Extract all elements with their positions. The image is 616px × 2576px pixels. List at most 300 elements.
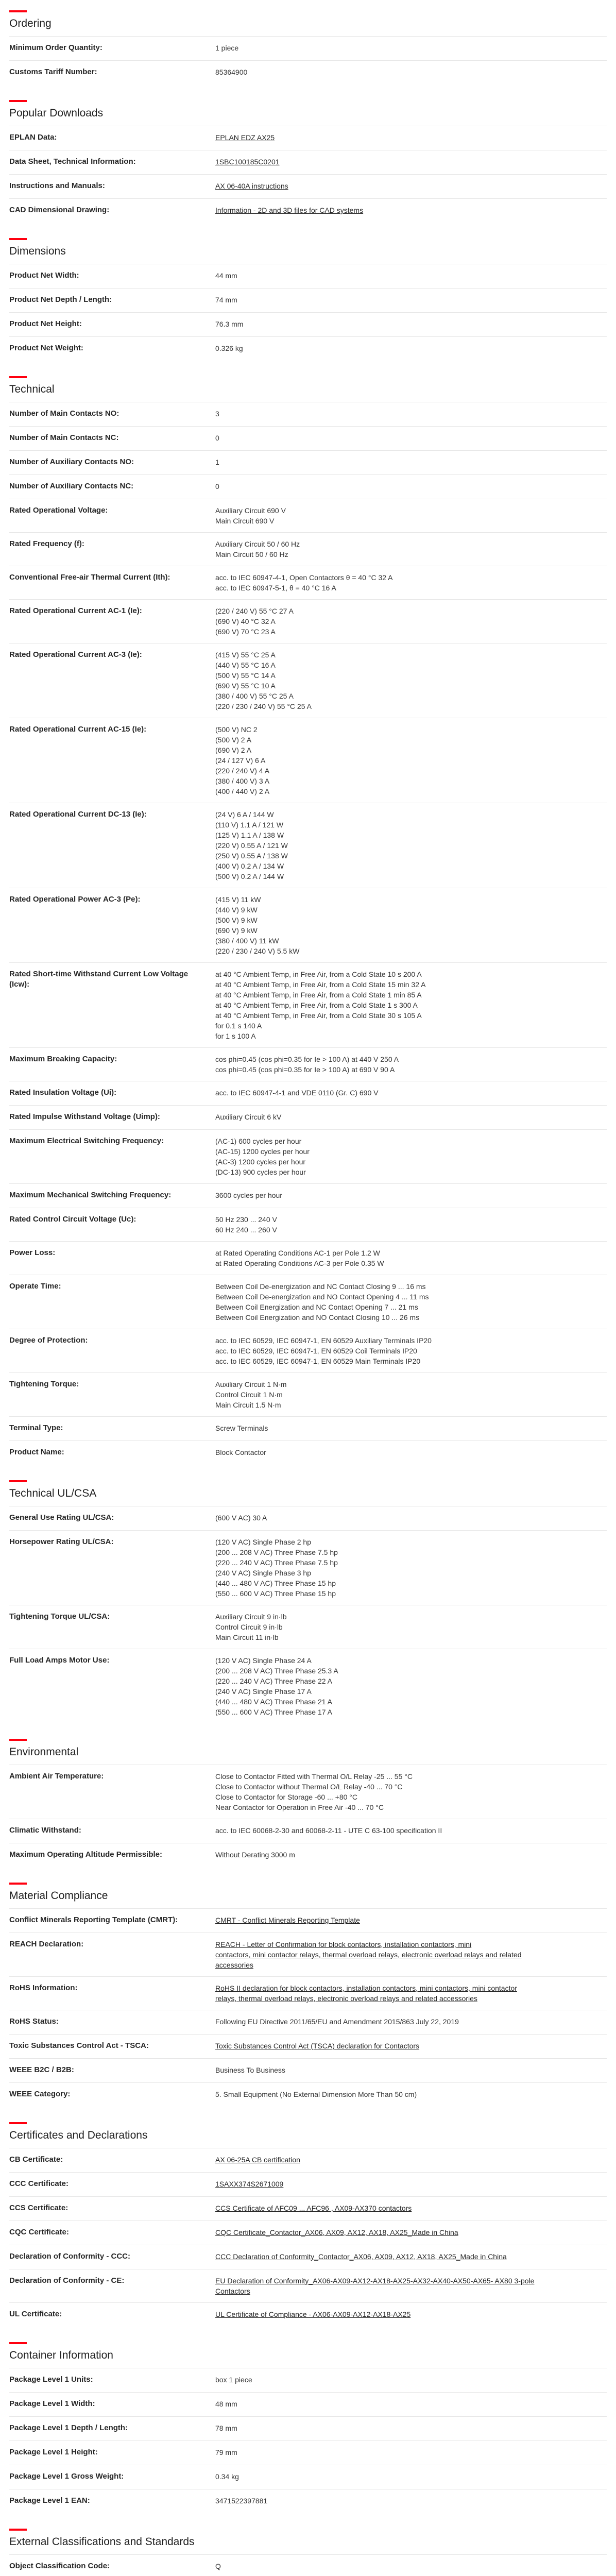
spec-value-line: acc. to IEC 60068-2-30 and 60068-2-11 - UTE C 63-100 specification II [215,1826,442,1835]
spec-value-line: at Rated Operating Conditions AC-1 per Pole 1.2 W [215,1249,380,1257]
spec-label: Conflict Minerals Reporting Template (CMRT): [9,1916,178,1924]
spec-label: Terminal Type: [9,1423,63,1432]
spec-value-line: 0.34 kg [215,2472,239,2481]
spec-value [215,1214,607,1235]
spec-value-line: at 40 °C Ambient Temp, in Free Air, from a Cold State 30 s 105 A [215,1011,422,1020]
spec-row [9,1976,607,2010]
spec-row [9,1081,607,1105]
spec-value-line: Close to Contactor Fitted with Thermal O/L Relay -25 ... 55 °C [215,1772,413,1781]
spec-label: Rated Operational Current AC-3 (Ie): [9,650,142,659]
spec-value-line: (440 ... 480 V AC) Three Phase 21 A [215,1698,332,1706]
spec-row [9,36,607,60]
spec-value-line: Main Circuit 1.5 N·m [215,1401,281,1409]
spec-label: Maximum Mechanical Switching Frequency: [9,1191,172,1199]
spec-value [215,1447,607,1459]
spec-row [9,1416,607,1440]
section-title: Ordering [9,18,52,29]
spec-value-link[interactable]: Contactors [215,2287,250,2295]
spec-label: Tightening Torque: [9,1380,79,1388]
spec-value-line: Main Circuit 50 / 60 Hz [215,550,288,558]
spec-value-line: Business To Business [215,2066,285,2074]
spec-value [215,2203,607,2214]
section-ordering [9,0,607,84]
spec-label: Minimum Order Quantity: [9,43,102,52]
spec-label: Declaration of Conformity - CCC: [9,2252,131,2261]
spec-value-line: 85364900 [215,68,248,76]
spec-row [9,888,607,962]
spec-value-line: (500 V) 0.2 A / 144 W [215,872,284,880]
spec-value [215,1136,607,1177]
spec-value-line: Between Coil Energization and NC Contact Opening 7 ... 21 ms [215,1303,418,1311]
spec-value-line: Between Coil De-energization and NO Contact Opening 4 ... 11 ms [215,1293,429,1301]
spec-value-line: (125 V) 1.1 A / 138 W [215,831,284,839]
spec-value-line: (690 V) 70 °C 23 A [215,628,276,636]
spec-row [9,2010,607,2034]
spec-value-line: (220 / 230 / 240 V) 5.5 kW [215,947,300,955]
spec-value-line: at 40 °C Ambient Temp, in Free Air, from a Cold State 1 s 300 A [215,1001,418,1009]
section-title: Dimensions [9,245,66,257]
spec-value-link[interactable]: accessories [215,1961,253,1969]
section-title: Technical [9,383,55,395]
spec-value [215,606,607,637]
spec-value-line: acc. to IEC 60529, IEC 60947-1, EN 60529 Main Terminals IP20 [215,1357,421,1365]
spec-row [9,312,607,336]
spec-value-line: (380 / 400 V) 3 A [215,777,270,785]
spec-label: Rated Short-time Withstand Current Low Voltage (Icw): [9,970,189,989]
spec-value [215,650,607,711]
spec-value [215,572,607,593]
spec-value [215,2471,607,2483]
spec-value-line: 1 piece [215,44,239,52]
spec-value-link[interactable]: CMRT - Conflict Minerals Reporting Template [215,1916,360,1924]
spec-row [9,499,607,532]
spec-row [9,2368,607,2392]
spec-value-line: (550 ... 600 V AC) Three Phase 17 A [215,1708,332,1716]
spec-value-line: 50 Hz 230 ... 240 V [215,1215,277,1224]
spec-value-line: 44 mm [215,272,237,280]
spec-value [215,1088,607,1099]
spec-row [9,2058,607,2082]
spec-label: Rated Operational Voltage: [9,506,108,515]
spec-value-link[interactable]: EU Declaration of Conformity_AX06-AX09-AX12-AX18-AX25-AX32-AX40-AX50-AX65- AX80 3-pole [215,2277,535,2285]
spec-value [215,181,607,192]
spec-value-line: 1 [215,458,219,466]
spec-value [215,809,607,882]
spec-row [9,1129,607,1183]
section-title: Material Compliance [9,1890,108,1902]
spec-value [215,1983,607,2004]
section-material-compliance [9,1867,607,2107]
spec-value-line: 76.3 mm [215,320,244,328]
spec-row [9,60,607,84]
spec-row [9,566,607,599]
spec-label: Package Level 1 Gross Weight: [9,2472,124,2481]
spec-label: Full Load Amps Motor Use: [9,1656,110,1665]
spec-value-line: 0 [215,482,219,490]
spec-value [215,1939,607,1970]
spec-row [9,1649,607,1723]
spec-value-link[interactable]: 1SBC100185C0201 [215,158,280,166]
spec-row [9,1506,607,1530]
spec-row [9,402,607,426]
spec-value-line: (AC-15) 1200 cycles per hour [215,1147,310,1156]
spec-label: Instructions and Manuals: [9,181,105,190]
spec-row [9,1440,607,1465]
spec-value-link[interactable]: Toxic Substances Control Act (TSCA) declaration for Contactors [215,2042,420,2050]
spec-value [215,969,607,1041]
spec-value-line: (440 V) 55 °C 16 A [215,661,276,669]
spec-row [9,1933,607,1976]
spec-value-line: (380 / 400 V) 55 °C 25 A [215,692,294,700]
spec-value-link[interactable]: contactors, mini contactor relays, thermal overload relays, electronic overload relays and related [215,1951,522,1959]
spec-value-line: Control Circuit 9 in·lb [215,1623,283,1631]
spec-label: Product Net Weight: [9,344,83,352]
spec-value [215,2227,607,2239]
spec-label: Product Net Height: [9,319,82,328]
spec-value [215,2447,607,2459]
spec-value-line: 0.326 kg [215,344,243,352]
spec-label: Horsepower Rating UL/CSA: [9,1537,114,1546]
spec-label: Rated Operational Power AC-3 (Pe): [9,895,141,904]
section-dimensions [9,223,607,361]
spec-value-line: (550 ... 600 V AC) Three Phase 15 hp [215,1589,336,1598]
spec-value-line: (440 V) 9 kW [215,906,258,914]
spec-label: CCS Certificate: [9,2204,69,2212]
spec-value [215,1513,607,1524]
spec-label: Customs Tariff Number: [9,67,97,76]
spec-label: Rated Operational Current DC-13 (Ie): [9,810,147,819]
spec-value [215,1825,607,1837]
spec-value-line: (690 V) 40 °C 32 A [215,617,276,625]
spec-value-line: (DC-13) 900 cycles per hour [215,1168,306,1176]
spec-value-link[interactable]: CQC Certificate_Contactor_AX06, AX09, AX12, AX18, AX25_Made in China [215,2228,458,2236]
spec-value [215,2089,607,2100]
spec-label: CQC Certificate: [9,2228,69,2236]
section-popular-downloads [9,84,607,223]
spec-row [9,426,607,450]
spec-row [9,962,607,1047]
spec-label: CB Certificate: [9,2155,63,2164]
spec-value-line: (500 V) 55 °C 14 A [215,671,276,680]
spec-value-line: (220 ... 240 V AC) Three Phase 22 A [215,1677,332,1685]
spec-value-line: Control Circuit 1 N·m [215,1391,283,1399]
spec-value-line: (415 V) 11 kW [215,895,261,904]
section-container-information [9,2327,607,2513]
spec-value-line: (690 V) 55 °C 10 A [215,682,276,690]
spec-value [215,43,607,54]
spec-value-line: (220 / 240 V) 4 A [215,767,270,775]
spec-value [215,1281,607,1323]
spec-label: Rated Operational Current AC-1 (Ie): [9,606,142,615]
spec-value [215,1537,607,1599]
spec-value-link[interactable]: RoHS II declaration for block contactors, installation contactors, mini contactors, mini contactor [215,1984,517,1992]
spec-label: Rated Insulation Voltage (Ui): [9,1088,117,1097]
spec-label: CCC Certificate: [9,2179,69,2188]
spec-value-line: (690 V) 9 kW [215,926,258,935]
spec-value [215,67,607,78]
spec-label: Data Sheet, Technical Information: [9,157,136,166]
spec-value-line: (AC-3) 1200 cycles per hour [215,1158,306,1166]
section-accent-bar [9,238,27,240]
spec-row [9,2416,607,2441]
spec-label: Number of Auxiliary Contacts NO: [9,457,134,466]
spec-label: Package Level 1 Units: [9,2375,93,2384]
spec-value-line: 3 [215,410,219,418]
section-title: Container Information [9,2349,113,2361]
spec-value-line: acc. to IEC 60529, IEC 60947-1, EN 60529 Auxiliary Terminals IP20 [215,1336,432,1345]
spec-value-line: (690 V) 2 A [215,746,252,754]
spec-value-line: 3471522397881 [215,2497,268,2505]
spec-value-line: (500 V) NC 2 [215,725,258,734]
spec-row [9,1530,607,1605]
spec-value [215,132,607,144]
spec-label: Object Classification Code: [9,2562,110,2570]
spec-value [215,2041,607,2052]
section-certificates-and-declarations [9,2107,607,2327]
spec-value-line: at 40 °C Ambient Temp, in Free Air, from a Cold State 15 min 32 A [215,980,426,989]
spec-row [9,718,607,803]
spec-label: EPLAN Data: [9,133,57,142]
spec-label: Maximum Operating Altitude Permissible: [9,1850,163,1859]
spec-value [215,1379,607,1410]
section-accent-bar [9,10,27,12]
spec-label: Package Level 1 EAN: [9,2496,90,2505]
spec-value-line: for 1 s 100 A [215,1032,256,1040]
spec-row [9,198,607,223]
spec-label: Rated Operational Current AC-15 (Ie): [9,725,147,734]
spec-value-line: Block Contactor [215,1448,266,1456]
spec-row [9,336,607,361]
spec-row [9,2302,607,2327]
spec-label: Ambient Air Temperature: [9,1772,104,1781]
spec-row [9,532,607,566]
spec-value-line: (220 V) 0.55 A / 121 W [215,841,288,850]
spec-value [215,1190,607,1201]
spec-value-line: (220 / 240 V) 55 °C 27 A [215,607,294,615]
spec-value [215,1850,607,1861]
spec-row [9,803,607,888]
spec-label: Number of Auxiliary Contacts NC: [9,482,134,490]
section-accent-bar [9,2529,27,2531]
section-title: Technical UL/CSA [9,1487,97,1499]
spec-value-line: at Rated Operating Conditions AC-3 per Pole 0.35 W [215,1259,384,1267]
spec-row [9,2034,607,2058]
spec-label: WEEE Category: [9,2090,71,2098]
spec-row [9,1047,607,1081]
spec-value-line: Close to Contactor for Storage -60 ... +80 °C [215,1793,358,1801]
spec-value-line: box 1 piece [215,2376,252,2384]
spec-row [9,2148,607,2172]
spec-value-line: for 0.1 s 140 A [215,1022,262,1030]
spec-row [9,2245,607,2269]
spec-value-line: (500 V) 2 A [215,736,252,744]
spec-value [215,2179,607,2190]
spec-value-line: Close to Contactor without Thermal O/L Relay -40 ... 70 °C [215,1783,403,1791]
spec-value-line: Auxiliary Circuit 50 / 60 Hz [215,540,300,548]
spec-row [9,1183,607,1208]
spec-value-line: Following EU Directive 2011/65/EU and Amendment 2015/863 July 22, 2019 [215,2018,459,2026]
section-technical-ul-csa [9,1465,607,1723]
spec-value-line: cos phi=0.45 (cos phi=0.35 for Ie > 100 A) at 440 V 250 A [215,1055,399,1063]
section-accent-bar [9,100,27,102]
spec-label: Package Level 1 Width: [9,2399,95,2408]
spec-value-line: 0 [215,434,219,442]
spec-label: RoHS Information: [9,1984,78,1992]
spec-label: REACH Declaration: [9,1940,84,1948]
spec-value-line: (120 V AC) Single Phase 24 A [215,1656,312,1665]
spec-label: Product Name: [9,1448,64,1456]
spec-value-link[interactable]: EPLAN EDZ AX25 [215,133,275,142]
spec-row [9,2465,607,2489]
spec-value-line: Main Circuit 11 in·lb [215,1633,279,1641]
spec-value-line: cos phi=0.45 (cos phi=0.35 for Ie > 100 A) at 690 V 90 A [215,1065,395,1074]
spec-value-line: Auxiliary Circuit 690 V [215,506,286,515]
spec-label: General Use Rating UL/CSA: [9,1513,114,1522]
spec-value [215,2423,607,2434]
spec-label: Tightening Torque UL/CSA: [9,1612,110,1621]
spec-value-line: 3600 cycles per hour [215,1191,282,1199]
spec-value-line: (24 / 127 V) 6 A [215,756,266,765]
spec-value-line: Auxiliary Circuit 1 N·m [215,1380,287,1388]
spec-value-link[interactable]: AX 06-25A CB certification [215,2156,300,2164]
spec-value [215,1248,607,1268]
spec-value-line: (380 / 400 V) 11 kW [215,937,279,945]
spec-value [215,724,607,796]
spec-row [9,2082,607,2107]
spec-label: Product Net Width: [9,271,79,280]
spec-value-line: (240 V AC) Single Phase 3 hp [215,1569,312,1577]
spec-row [9,1819,607,1843]
spec-value [215,2561,607,2572]
spec-label: Number of Main Contacts NO: [9,409,119,418]
spec-value-line: (600 V AC) 30 A [215,1514,267,1522]
spec-value-line: Q [215,2562,221,2570]
spec-label: WEEE B2C / B2B: [9,2065,74,2074]
section-accent-bar [9,2122,27,2124]
spec-value [215,157,607,168]
spec-row [9,288,607,312]
spec-value-link[interactable]: AX 06-40A instructions [215,182,288,190]
spec-value-link[interactable]: REACH - Letter of Confirmation for block contactors, installation contactors, mini [215,1940,472,1948]
spec-row [9,1605,607,1649]
section-accent-bar [9,1739,27,1741]
spec-value-line: (220 ... 240 V AC) Three Phase 7.5 hp [215,1558,338,1567]
spec-value-link[interactable]: CCS Certificate of AFC09 ... AFC96 , AX09-AX370 contactors [215,2204,412,2212]
spec-value-line: at 40 °C Ambient Temp, in Free Air, from a Cold State 1 min 85 A [215,991,422,999]
spec-label: Package Level 1 Height: [9,2448,98,2456]
spec-value-line: (415 V) 55 °C 25 A [215,651,276,659]
spec-value-line: acc. to IEC 60947-5-1, θ = 40 °C 16 A [215,584,336,592]
spec-label: CAD Dimensional Drawing: [9,206,110,214]
spec-row [9,1765,607,1819]
spec-label: Rated Impulse Withstand Voltage (Uimp): [9,1112,160,1121]
spec-label: Climatic Withstand: [9,1826,81,1835]
spec-value [215,1054,607,1075]
spec-value-link[interactable]: Information - 2D and 3D files for CAD systems [215,206,364,214]
spec-row [9,2172,607,2196]
spec-value-line: 48 mm [215,2400,237,2408]
spec-row [9,450,607,474]
spec-value [215,2065,607,2076]
spec-value-line: (400 / 440 V) 2 A [215,787,270,795]
spec-value [215,1771,607,1812]
spec-value-line: (24 V) 6 A / 144 W [215,810,274,819]
spec-value-line: 79 mm [215,2448,237,2456]
spec-value-link[interactable]: relays, thermal overload relays, electronic overload relays and related accessories [215,1994,477,2003]
spec-value [215,433,607,444]
spec-label: UL Certificate: [9,2310,62,2318]
spec-row [9,174,607,198]
spec-value [215,457,607,468]
spec-value-line: (110 V) 1.1 A / 121 W [215,821,284,829]
spec-value [215,1915,607,1926]
section-accent-bar [9,376,27,378]
spec-value [215,343,607,354]
spec-row [9,1908,607,1933]
spec-value [215,1112,607,1123]
spec-value-line: 60 Hz 240 ... 260 V [215,1226,277,1234]
spec-value [215,505,607,526]
spec-value [215,2309,607,2320]
spec-value [215,295,607,306]
spec-row [9,1275,607,1329]
spec-value-line: Between Coil Energization and NO Contact Closing 10 ... 26 ms [215,1313,420,1321]
spec-value-line: Auxiliary Circuit 6 kV [215,1113,282,1121]
spec-value-line: at 40 °C Ambient Temp, in Free Air, from a Cold State 10 s 200 A [215,970,422,978]
spec-row [9,2196,607,2221]
spec-value [215,270,607,282]
spec-value [215,2016,607,2028]
spec-value-line: (500 V) 9 kW [215,916,258,924]
spec-value [215,1423,607,1434]
spec-value-line: Main Circuit 690 V [215,517,275,525]
spec-label: Power Loss: [9,1248,56,1257]
spec-value-line: 78 mm [215,2424,237,2432]
spec-row [9,2269,607,2302]
spec-value [215,2276,607,2296]
spec-value-link[interactable]: CCC Declaration of Conformity_Contactor_AX06, AX09, AX12, AX18, AX25_Made in China [215,2252,507,2261]
section-title: Certificates and Declarations [9,2129,148,2141]
spec-value [215,2496,607,2507]
spec-row [9,474,607,499]
spec-value [215,894,607,956]
section-title: Popular Downloads [9,107,104,119]
spec-row [9,2392,607,2416]
spec-value-link[interactable]: 1SAXX374S2671009 [215,2180,284,2188]
spec-label: Conventional Free-air Thermal Current (Ith): [9,573,170,582]
spec-label: Declaration of Conformity - CE: [9,2276,125,2285]
spec-value-line: (220 / 230 / 240 V) 55 °C 25 A [215,702,312,710]
spec-row [9,150,607,174]
spec-value [215,2251,607,2263]
spec-label: Maximum Electrical Switching Frequency: [9,1137,164,1145]
spec-label: Toxic Substances Control Act - TSCA: [9,2041,149,2050]
spec-value [215,539,607,560]
spec-label: Package Level 1 Depth / Length: [9,2424,128,2432]
spec-row [9,2221,607,2245]
spec-value-line: Auxiliary Circuit 9 in·lb [215,1613,287,1621]
spec-value-line: (240 V AC) Single Phase 17 A [215,1687,312,1696]
section-title: Environmental [9,1746,79,1758]
section-external-classifications-and-standards [9,2513,607,2576]
section-title: External Classifications and Standards [9,2536,195,2548]
spec-row [9,599,607,643]
spec-row [9,264,607,288]
spec-value [215,2375,607,2386]
spec-value [215,409,607,420]
spec-row [9,1372,607,1416]
spec-value-link[interactable]: UL Certificate of Compliance - AX06-AX09-AX12-AX18-AX25 [215,2310,411,2318]
